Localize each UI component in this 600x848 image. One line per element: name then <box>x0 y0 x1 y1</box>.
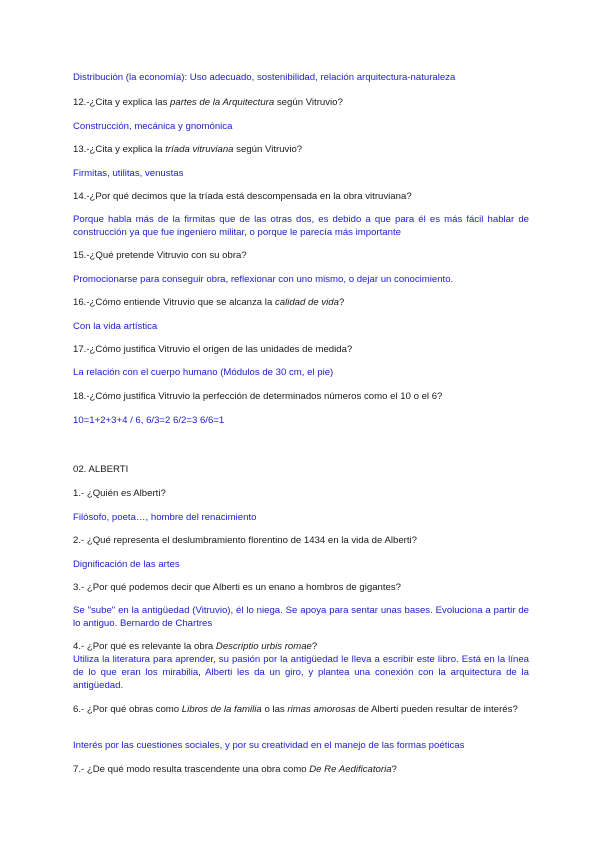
answer-alberti-4: Utiliza la literatura para aprender, su pasión por la antigüedad le lleva a escribir este libro. Está en la línea de lo que eran los mirabilia, Alberti les da un giro, y plantea una conexión con la arquitectura de la antigüedad. <box>73 654 529 691</box>
section-heading-alberti: 02. ALBERTI <box>73 464 129 475</box>
question-alberti-3: 3.- ¿Por qué podemos decir que Alberti es un enano a hombros de gigantes? <box>73 582 401 593</box>
answer-15: Promocionarse para conseguir obra, reflexionar con uno mismo, o dejar un conocimiento. <box>73 274 454 285</box>
answer-alberti-2: Dignificación de las artes <box>73 559 180 570</box>
answer-14: Porque habla más de la firmitas que de las otras dos, es debido a que para él es más fácil hablar de construcción ya que fue ingeniero militar, o porque le parecía más importante <box>73 214 529 238</box>
question-17: 17.-¿Cómo justifica Vitruvio el origen de las unidades de medida? <box>73 344 353 355</box>
answer-distribucion: Distribución (la economía): Uso adecuado, sostenibilidad, relación arquitectura-naturaleza <box>73 72 456 83</box>
question-alberti-6: 6.- ¿Por qué obras como Libros de la familia o las rimas amorosas de Alberti pueden resultar de interés? <box>73 704 518 715</box>
answer-18: 10=1+2+3+4 / 6, 6/3=2 6/2=3 6/6=1 <box>73 415 225 426</box>
question-alberti-4: 4.- ¿Por qué es relevante la obra Descriptio urbis romae? <box>73 641 318 652</box>
question-alberti-2: 2.- ¿Qué representa el deslumbramiento florentino de 1434 en la vida de Alberti? <box>73 535 417 546</box>
answer-alberti-6: Interés por las cuestiones sociales, y por su creatividad en el manejo de las formas poéticas <box>73 740 465 751</box>
question-14: 14.-¿Por qué decimos que la tríada está descompensada en la obra vitruviana? <box>73 191 412 202</box>
question-12: 12.-¿Cita y explica las partes de la Arquitectura según Vitruvio? <box>73 97 343 108</box>
answer-16: Con la vida artística <box>73 321 158 332</box>
question-alberti-7: 7.- ¿De qué modo resulta trascendente una obra como De Re Aedificatoria? <box>73 764 397 775</box>
question-15: 15.-¿Qué pretende Vitruvio con su obra? <box>73 250 247 261</box>
question-18: 18.-¿Cómo justifica Vitruvio la perfección de determinados números como el 10 o el 6? <box>73 391 443 402</box>
answer-12: Construcción, mecánica y gnomónica <box>73 121 233 132</box>
answer-alberti-3: Se "sube" en la antigüedad (Vitruvio), él lo niega. Se apoya para sentar unas bases. Evoluciona a partir de lo antiguo. Bernardo de Chartres <box>73 605 529 629</box>
answer-13: Firmitas, utilitas, venustas <box>73 168 184 179</box>
question-16: 16.-¿Cómo entiende Vitruvio que se alcanza la calidad de vida? <box>73 297 345 308</box>
question-alberti-1: 1.- ¿Quién es Alberti? <box>73 488 166 499</box>
answer-17: La relación con el cuerpo humano (Módulos de 30 cm, el pie) <box>73 367 334 378</box>
answer-alberti-1: Filósofo, poeta…, hombre del renacimiento <box>73 512 257 523</box>
question-13: 13.-¿Cita y explica la tríada vitruviana según Vitruvio? <box>73 144 303 155</box>
